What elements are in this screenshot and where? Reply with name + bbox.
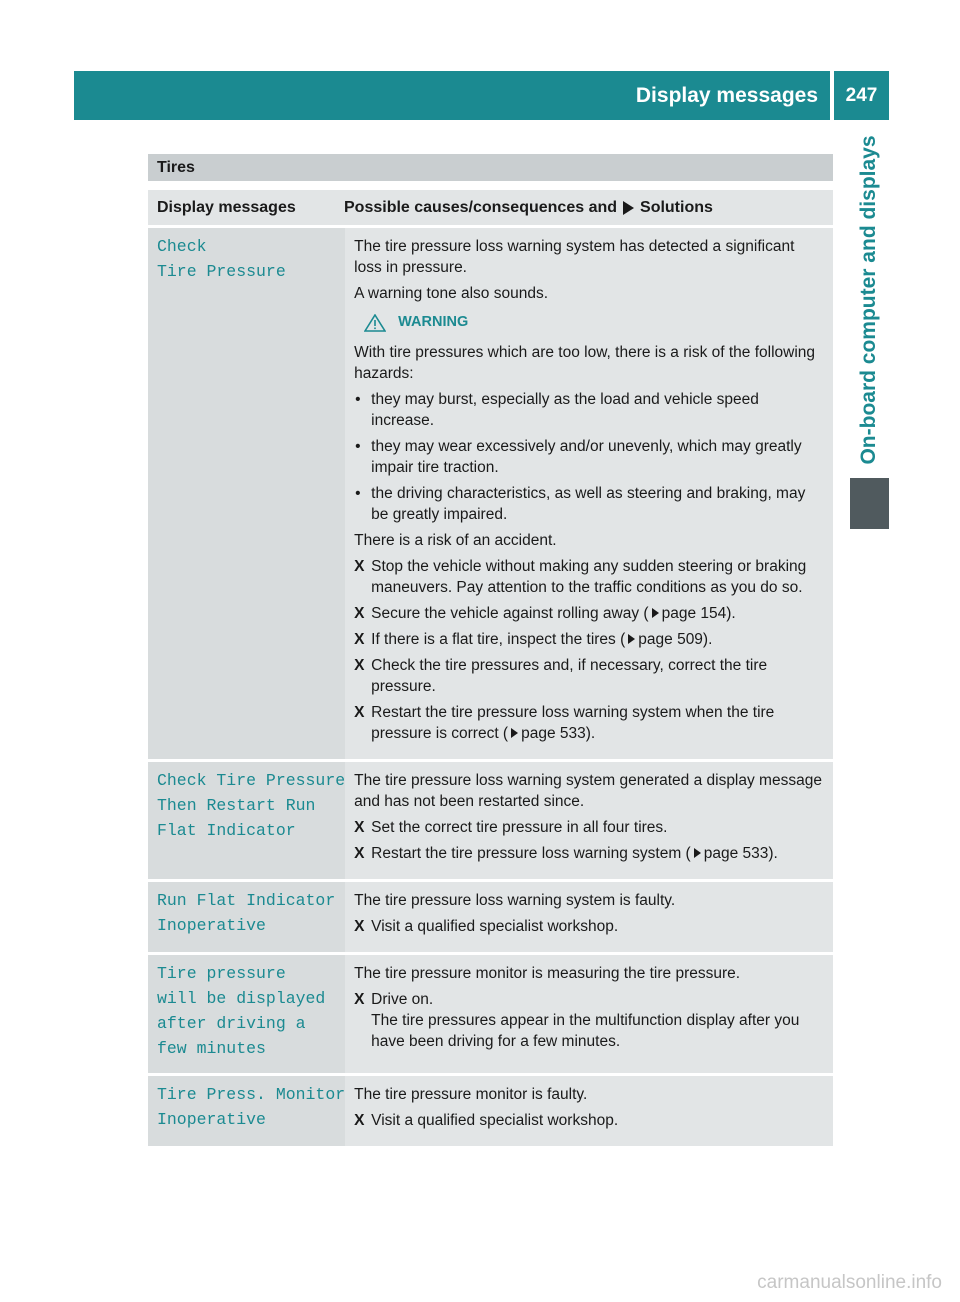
hazard-bullet [354, 436, 825, 478]
causes-solutions [345, 882, 833, 952]
solution-step [354, 989, 825, 1052]
message-line: Check [157, 237, 207, 256]
tires-section [148, 154, 833, 1149]
side-block [850, 478, 889, 529]
step-text: Check the tire pressures and, if necessary, correct the tire pressure. [371, 657, 768, 695]
display-message [148, 882, 345, 952]
message-line: after driving a [157, 1014, 306, 1033]
cause-text: The tire pressure monitor is measuring the tire pressure. [354, 965, 741, 982]
solution-step [354, 843, 825, 864]
step-text: Stop the vehicle without making any sudden steering or braking maneuvers. Pay attention to the traffic conditions as you do so. [371, 558, 807, 596]
message-line: Inoperative [157, 916, 266, 935]
display-message [148, 228, 345, 759]
message-line: Tire Press. Monitor [157, 1085, 346, 1104]
page-ref-link[interactable]: page 154). [661, 605, 736, 622]
accident-risk-text: There is a risk of an accident. [354, 532, 557, 549]
step-text: Restart the tire pressure loss warning system ( [371, 845, 691, 862]
step-arrow-icon: X [354, 657, 365, 674]
bullet-marker: • [355, 391, 361, 408]
section-title: Tires [148, 154, 833, 181]
message-line: will be displayed [157, 989, 326, 1008]
column-headers [148, 190, 833, 225]
step-arrow-icon: X [354, 819, 365, 836]
causes-solutions [345, 1076, 833, 1146]
header-bar [74, 71, 830, 120]
solution-step [354, 702, 825, 744]
step-text: Restart the tire pressure loss warning system when the tire pressure is correct ( [371, 704, 775, 742]
causes-solutions [345, 228, 833, 759]
step-arrow-icon: X [354, 631, 365, 648]
hazard-bullet [354, 483, 825, 525]
arrow-icon [623, 201, 634, 215]
cause-text: A warning tone also sounds. [354, 285, 549, 302]
step-arrow-icon: X [354, 704, 365, 721]
bullet-text: they may wear excessively and/or unevenly, which may greatly impair tire traction. [371, 438, 802, 476]
header-title: Display messages [635, 83, 818, 107]
warning-label: WARNING [398, 314, 469, 330]
bullet-text: they may burst, especially as the load and vehicle speed increase. [371, 391, 759, 429]
cause-text: The tire pressure loss warning system has detected a significant loss in pressure. [354, 238, 795, 276]
warning-text: With tire pressures which are too low, there is a risk of the following hazards: [354, 344, 816, 382]
causes-solutions [345, 762, 833, 879]
page-number: 247 [834, 71, 889, 120]
step-arrow-icon: X [354, 991, 365, 1008]
table-row [148, 1076, 833, 1146]
page-ref-icon [652, 608, 659, 618]
message-line: Run Flat Indicator [157, 891, 336, 910]
step-text: Set the correct tire pressure in all four tires. [371, 819, 668, 836]
solution-step [354, 556, 825, 598]
cause-text: The tire pressure loss warning system is faulty. [354, 892, 676, 909]
page-ref-link[interactable]: page 533). [703, 845, 778, 862]
side-tab-label: On-board computer and displays [857, 135, 880, 465]
step-text: Drive on. [371, 991, 434, 1008]
solution-step [354, 817, 825, 838]
col-header-causes [335, 199, 713, 217]
message-line: Tire pressure [157, 964, 286, 983]
warning-heading [354, 312, 825, 333]
bullet-marker: • [355, 485, 361, 502]
causes-solutions [345, 955, 833, 1073]
display-message [148, 1076, 345, 1146]
cause-text: The tire pressure monitor is faulty. [354, 1086, 588, 1103]
solution-step [354, 1110, 825, 1131]
step-arrow-icon: X [354, 1112, 365, 1129]
page-ref-icon [511, 728, 518, 738]
solution-step [354, 916, 825, 937]
messages-table [148, 225, 833, 1149]
table-row [148, 228, 833, 759]
solution-step [354, 603, 825, 624]
step-text: Secure the vehicle against rolling away ( [371, 605, 649, 622]
message-line: Inoperative [157, 1110, 266, 1129]
step-arrow-icon: X [354, 558, 365, 575]
solution-step [354, 655, 825, 697]
message-line: Tire Pressure [157, 262, 286, 281]
table-row [148, 955, 833, 1073]
display-message [148, 762, 345, 879]
page-ref-link[interactable]: page 533). [521, 725, 596, 742]
table-row [148, 762, 833, 879]
hazard-bullet [354, 389, 825, 431]
col-header-causes-text: Possible causes/consequences and [344, 198, 618, 216]
step-text: Visit a qualified specialist workshop. [371, 1112, 619, 1129]
footer-url: carmanualsonline.info [757, 1272, 942, 1293]
bullet-marker: • [355, 438, 361, 455]
col-header-solutions: Solutions [640, 198, 713, 216]
bullet-text: the driving characteristics, as well as steering and braking, may be greatly impaired. [371, 485, 806, 523]
message-line: few minutes [157, 1039, 266, 1058]
col-header-messages: Display messages [157, 198, 296, 216]
cause-text: The tire pressure loss warning system generated a display message and has not been restarted since. [354, 772, 822, 810]
step-text: Visit a qualified specialist workshop. [371, 918, 619, 935]
page-ref-link[interactable]: page 509). [638, 631, 713, 648]
step-arrow-icon: X [354, 918, 365, 935]
display-message [148, 955, 345, 1073]
message-line: Check Tire Pressure [157, 771, 346, 790]
page-ref-icon [628, 634, 635, 644]
step-note: The tire pressures appear in the multifunction display after you have been driving for a few minutes. [371, 1012, 800, 1050]
message-line: Then Restart Run [157, 796, 316, 815]
table-row [148, 882, 833, 952]
step-arrow-icon: X [354, 845, 365, 862]
step-text: If there is a flat tire, inspect the tires ( [371, 631, 626, 648]
step-arrow-icon: X [354, 605, 365, 622]
warning-icon [364, 314, 386, 332]
solution-step [354, 629, 825, 650]
message-line: Flat Indicator [157, 821, 296, 840]
page-ref-icon [694, 848, 701, 858]
